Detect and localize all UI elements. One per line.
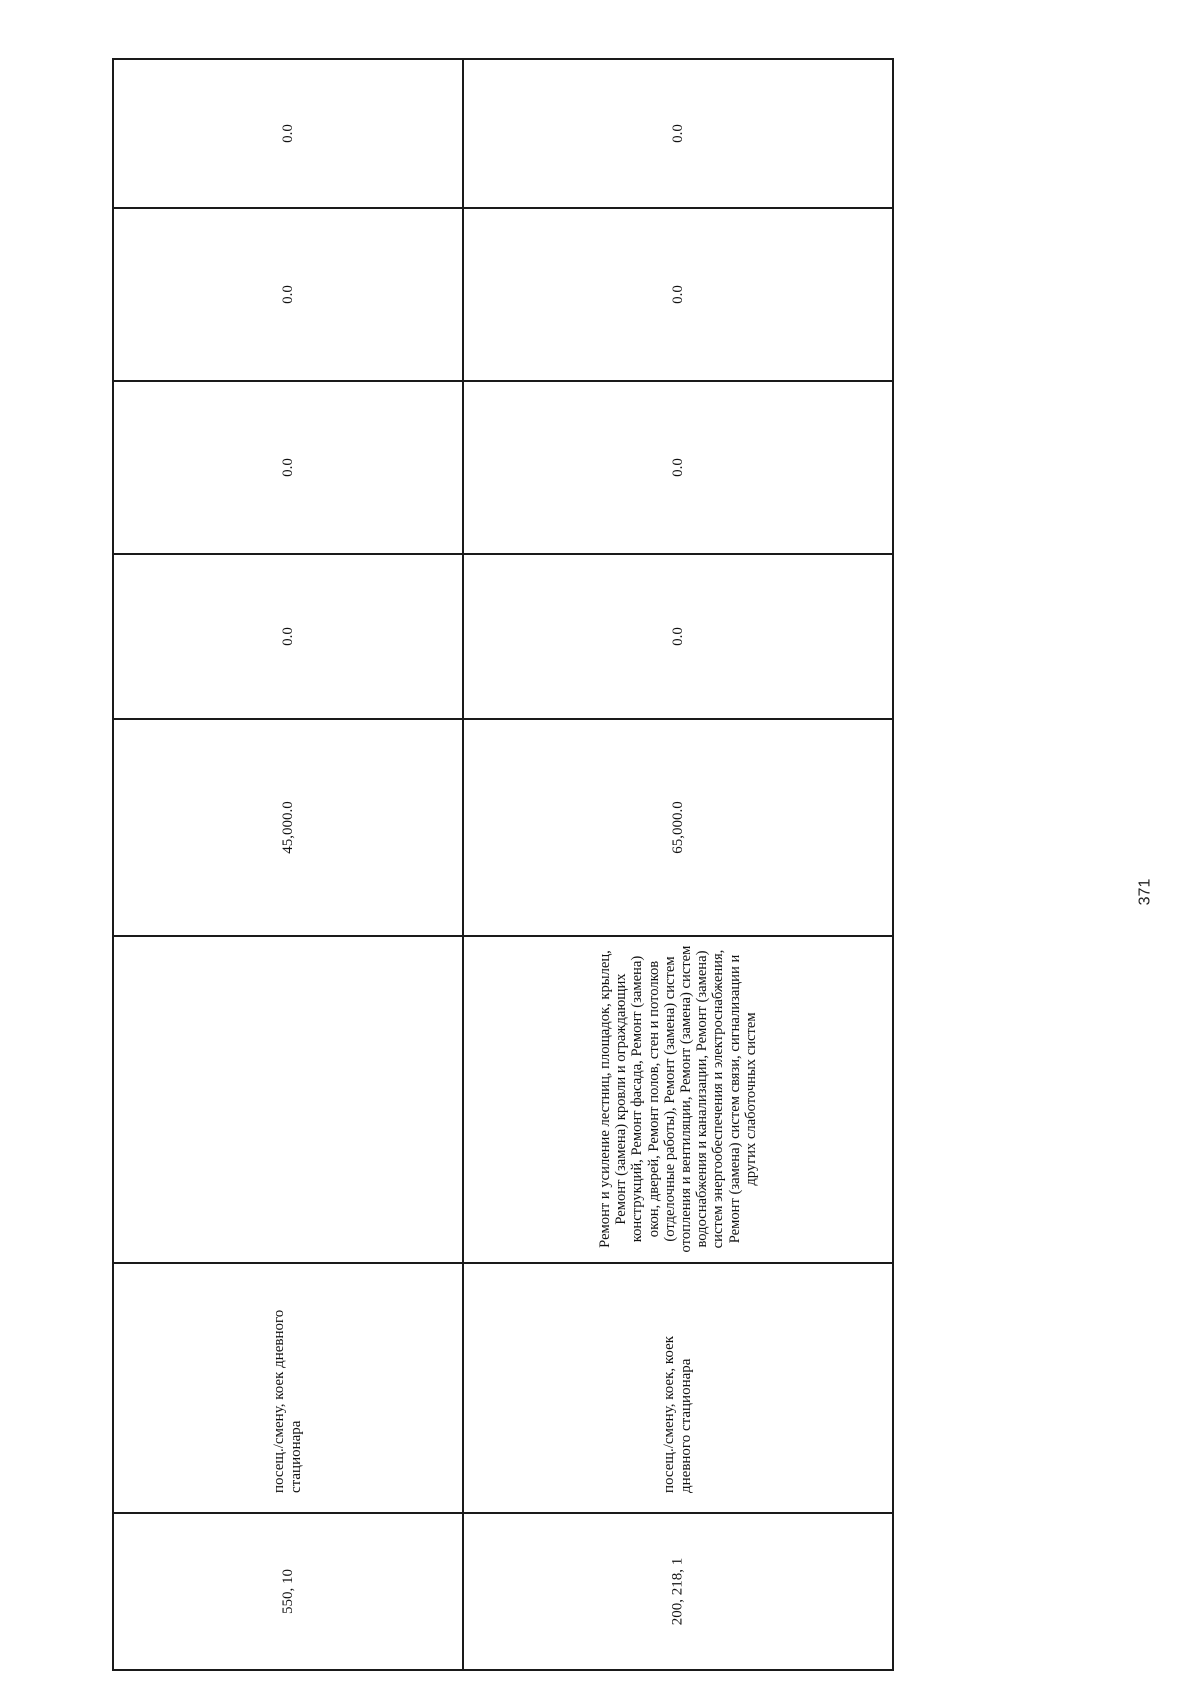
table-cell — [464, 937, 892, 1262]
table-cell — [114, 555, 462, 718]
table-cell — [114, 1514, 462, 1669]
cell-value: 550, 10 — [279, 1569, 296, 1614]
table-cell — [464, 1264, 892, 1512]
cell-value: 65,000.0 — [669, 801, 686, 854]
cell-value: 0.0 — [669, 285, 686, 304]
table-cell — [114, 720, 462, 935]
table-cell — [464, 1514, 892, 1669]
cell-value: 0.0 — [279, 458, 296, 477]
cell-value: 45,000.0 — [279, 801, 296, 854]
cell-value: 0.0 — [669, 124, 686, 143]
cell-value: 0.0 — [279, 285, 296, 304]
table-cell — [464, 720, 892, 935]
cell-text: посещ./смену, коек дневного стационара — [271, 1309, 304, 1493]
cell-text: Ремонт и усиление лестниц, площадок, крылец, Ремонт (замена) кровли и ограждающих конструкций, Ремонт фасада, Ремонт (замена) окон, дверей, Ремонт полов, стен и потолков (отделочные работы), Ремонт (замена) систем отопления и вентиляции, Ремонт (замена) систем водоснабжения и канализации, Ремонт (замена) систем энергообеспечения и электроснабжения, Ремонт (замена) систем связи, сигнализации и других слаботочных систем — [596, 946, 759, 1253]
table-cell — [114, 60, 462, 207]
cell-value: 0.0 — [669, 458, 686, 477]
page-number-text: 371 — [1135, 878, 1153, 906]
page-number — [1130, 862, 1160, 922]
table-cell — [114, 937, 462, 1262]
table-cell — [114, 382, 462, 553]
table-cell — [464, 60, 892, 207]
cell-value: 0.0 — [279, 124, 296, 143]
cell-value: 0.0 — [279, 627, 296, 646]
table-cell — [114, 1264, 462, 1512]
cell-value: 0.0 — [669, 627, 686, 646]
table-cell — [114, 209, 462, 380]
table-cell — [464, 382, 892, 553]
table-cell — [464, 209, 892, 380]
cell-text: посещ./смену, коек, коек дневного стационара — [661, 1335, 694, 1493]
table-cell — [464, 555, 892, 718]
cell-value: 200, 218, 1 — [669, 1557, 686, 1626]
